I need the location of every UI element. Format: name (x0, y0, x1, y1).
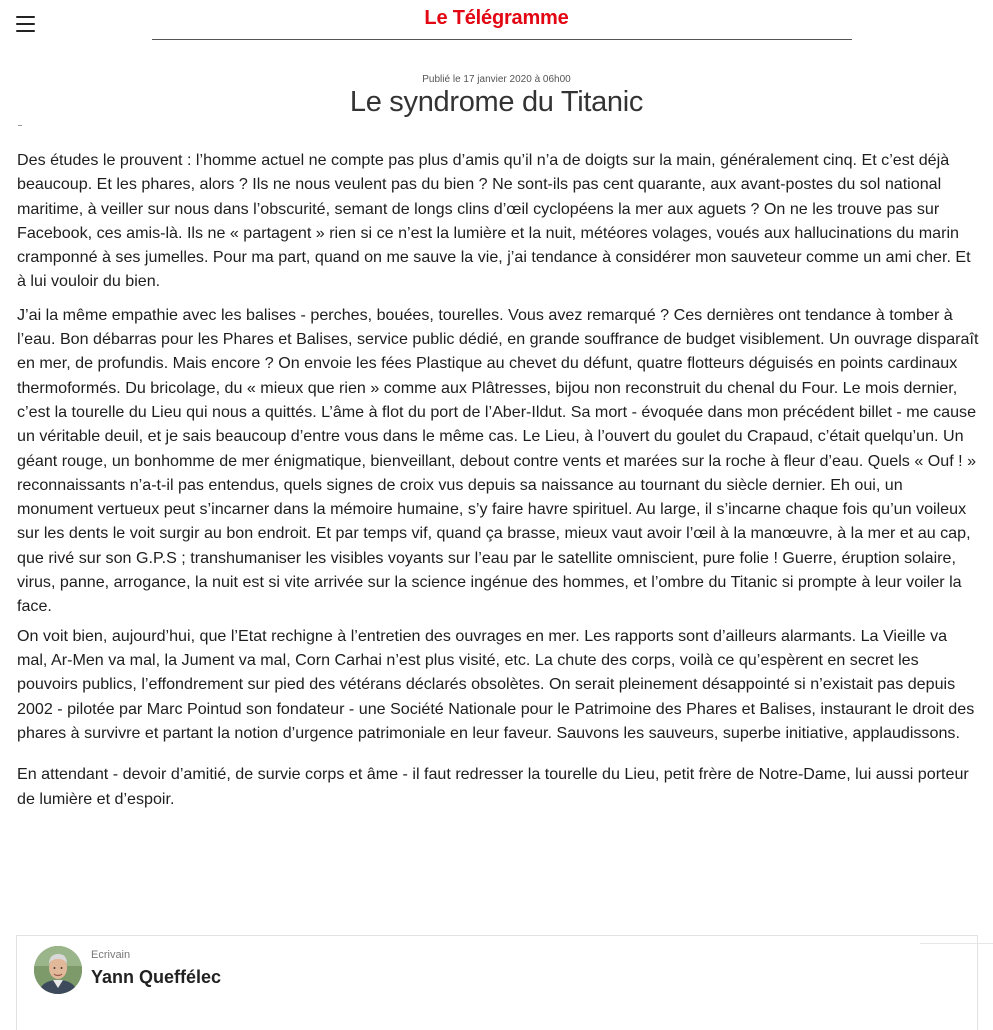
decorative-mark (18, 125, 22, 126)
header-divider (152, 39, 852, 40)
article-title: Le syndrome du Titanic (349, 86, 644, 118)
author-role: Ecrivain (91, 949, 131, 961)
author-name[interactable]: Yann Queffélec (91, 967, 222, 987)
author-photo (34, 946, 82, 994)
article-paragraph: En attendant - devoir d’amitié, de survie corps et âme - il faut redresser la tourelle du Lieu, petit frère de Notre-Dame, lui aussi porteur de lumière et d’espoir. (17, 765, 969, 808)
article-body (17, 148, 979, 811)
article-paragraph: On voit bien, aujourd’hui, que l’Etat rechigne à l’entretien des ouvrages en mer. Les rapports sont d’ailleurs alarmants. La Vieille va mal, Ar-Men va mal, la Jument va mal, Corn Carhai n’est plus visité, etc. La chute des corps, voilà ce qu’espèrent en secret les pouvoirs publics, l’effondrement sur pied des vétérans déclarés obsolètes. On serait pleinement désappointé si n’existait pas depuis 2002 - pilotée par Marc Pointud son fondateur - une Société Nationale pour le Patrimoine des Phares et Balises, instaurant le droit des phares à survivre et partant la notion d’urgence patrimoniale en leur faveur. Sauvons les sauveurs, superbe initiative, applaudissons. (17, 626, 975, 742)
card-divider (920, 943, 993, 944)
author-avatar[interactable] (34, 946, 82, 994)
article-paragraph: J’ai la même empathie avec les balises - perches, bouées, tourelles. Vous avez remarqué ? Ces dernières ont tendance à tomber à l’eau. Bon débarras pour les Phares et Balises, service public dédié, en grande souffrance de budget visiblement. Un ouvrage disparaît en mer, de profundis. Mais encore ? On envoie les fées Plastique au chevet du défunt, quatre flotteurs déguisés en points cardinaux thermoformés. Du bricolage, du « mieux que rien » comme aux Plâtresses, bijou non reconstruit du chenal du Four. Le mois dernier, c’est la tourelle du Lieu qui nous a quittés. L’âme à flot du port de l’Aber-Ildut. Sa mort - évoquée dans mon précédent billet - me cause un véritable deuil, et je sais beaucoup d’entre vous dans le même cas. Le Lieu, à l’ouvert du goulet du Crapaud, c’était quelqu’un. Un géant rouge, un bonhomme de mer énigmatique, bienveillant, debout contre vents et marées sur la roche à fleur d’eau. Quels « Ouf ! » reconnaissants n’a-t-il pas entendus, quels signes de croix vus depuis sa naissance au tournant du siècle dernier. Eh oui, un monument vertueux peut s’incarner dans la mémoire humaine, s’y faire havre spirituel. Au large, il s’incarne chaque fois qu’un voileux sur les dents le voit surgir au bon endroit. Et par temps vif, quand ça brasse, mieux vaut avoir l’œil à la manœuvre, à la mer et au cap, que rivé sur son G.P.S ; transhumaniser les visibles voyants sur l’eau par le satellite omniscient, pure folie ! Guerre, éruption solaire, virus, panne, arrogance, la nuit est si vite arrivée sur la science ingénue des hommes, et l’ombre du Titanic si prompte à leur voiler la face. (17, 305, 979, 615)
publication-date: Publié le 17 janvier 2020 à 06h00 (422, 74, 571, 85)
article-paragraph: Des études le prouvent : l’homme actuel ne compte pas plus d’amis qu’il n’a de doigts sur la main, généralement cinq. Et c’est déjà beaucoup. Et les phares, alors ? Ils ne nous veulent pas du bien ? Ne sont-ils pas cent quarante, aux avant-postes du sol national maritime, à veiller sur nous dans l’obscurité, semant de longs clins d’œil cyclopéens la mer aux aguets ? On ne les trouve pas sur Facebook, ces amis-là. Ils ne « partagent » rien si ce n’est la lumière et la nuit, météores volages, voués aux hallucinations du marin cramponné à ses jumelles. Pour ma part, quand on me sauve la vie, j’ai tendance à considérer mon sauveteur comme un ami cher. Et à lui vouloir du bien. (17, 151, 971, 291)
site-logo[interactable]: Le Télégramme (424, 7, 569, 29)
